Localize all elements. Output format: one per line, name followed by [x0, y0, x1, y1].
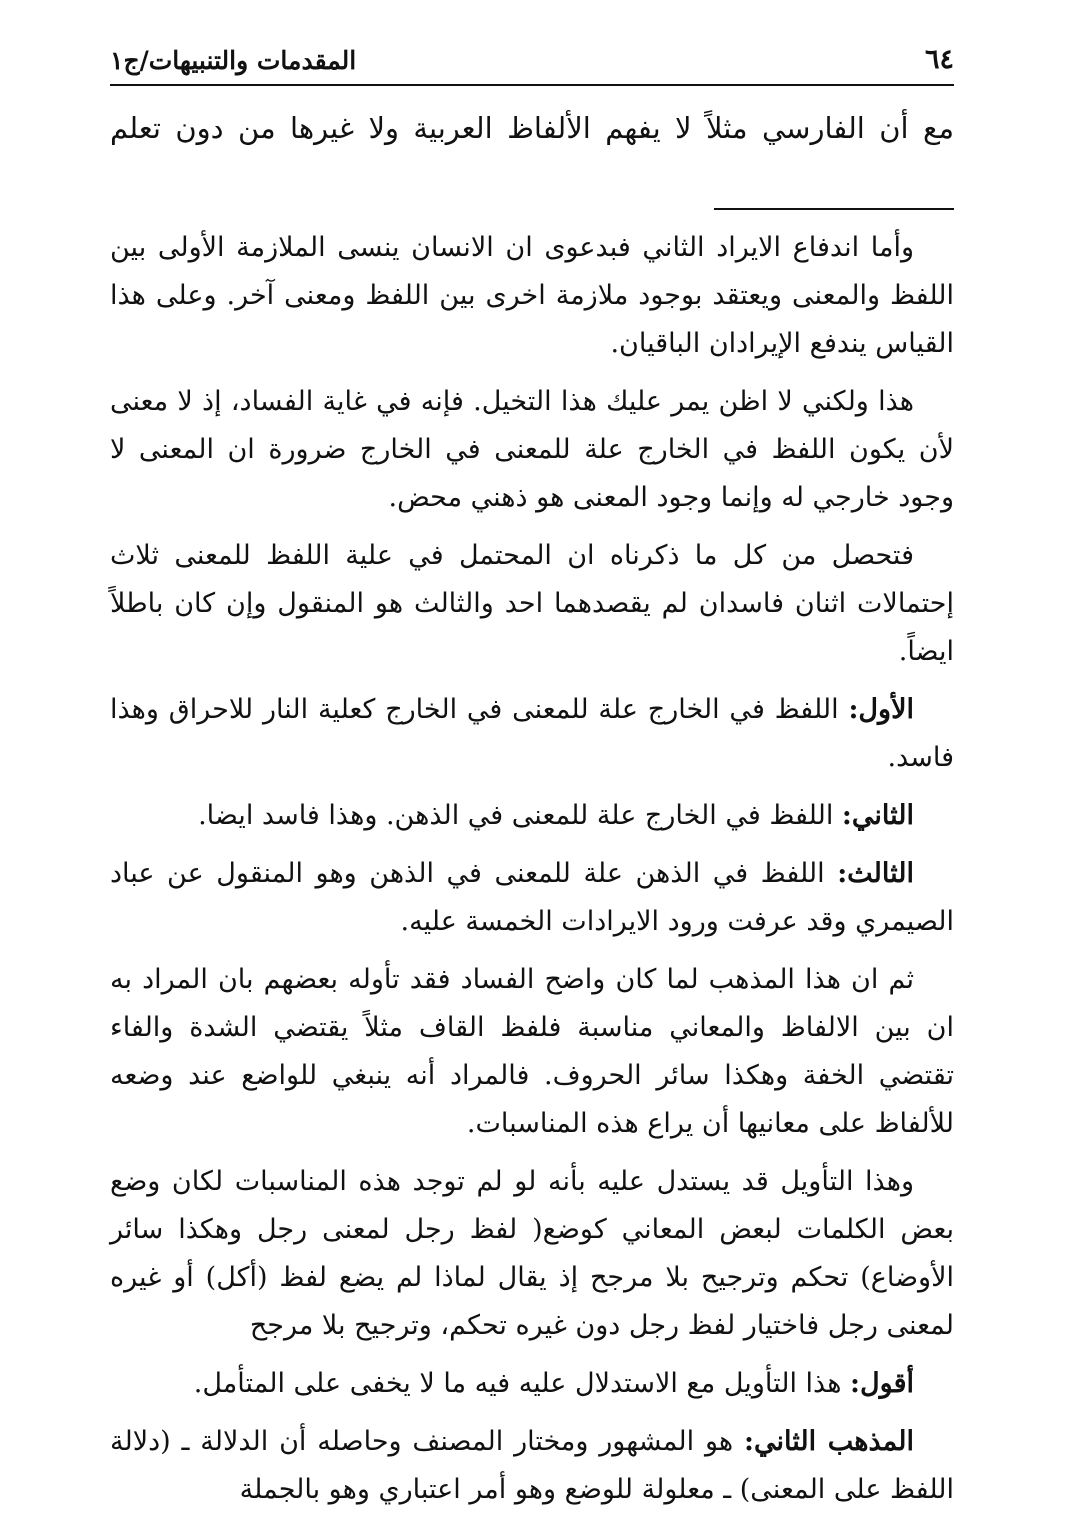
page-number: ٦٤	[924, 44, 954, 75]
main-text-line: مع أن الفارسي مثلاً لا يفهم الألفاظ العربية ولا غيرها من دون تعلم	[110, 111, 954, 145]
paragraph-label: المذهب الثاني:	[744, 1426, 915, 1457]
running-title: المقدمات والتنبيهات/ج١	[110, 46, 357, 75]
paragraph-text: وأما اندفاع الايراد الثاني فبدعوى ان الانسان ينسى الملازمة الأولى بين اللفظ والمعنى ويعتقد بوجود ملازمة اخرى بين اللفظ ومعنى آخر. وعلى هذا القياس يندفع الإيرادان الباقيان.	[110, 232, 954, 359]
footnote-paragraph	[110, 792, 954, 840]
footnote-paragraph	[110, 224, 954, 368]
paragraph-text: فتحصل من كل ما ذكرناه ان المحتمل في علية اللفظ للمعنى ثلاث إحتمالات اثنان فاسدان لم يقصدهما احد والثالث هو المنقول وإن كان باطلاً ايضاً.	[110, 540, 954, 667]
paragraph-label: الأول:	[848, 694, 914, 725]
footnote-paragraph	[110, 850, 954, 946]
page-header	[110, 40, 954, 86]
paragraph-label: الثالث:	[837, 858, 914, 889]
footnote-paragraph	[110, 1418, 954, 1514]
paragraph-label: أقول:	[850, 1368, 914, 1399]
footnote-separator	[714, 208, 954, 210]
paragraph-label: الثاني:	[841, 800, 914, 831]
paragraph-text: هذا التأويل مع الاستدلال عليه فيه ما لا يخفى على المتأمل.	[193, 1368, 851, 1399]
paragraph-text: هو المشهور ومختار المصنف وحاصله أن الدلالة ـ (دلالة اللفظ على المعنى) ـ معلولة للوضع وهو أمر اعتباري وهو بالجملة	[110, 1426, 954, 1505]
paragraph-text: وهذا التأويل قد يستدل عليه بأنه لو لم توجد هذه المناسبات لكان وضع بعض الكلمات لبعض المعاني كوضع( لفظ رجل لمعنى رجل وهكذا سائر الأوضاع) تحكم وترجيح بلا مرجح إذ يقال لماذا لم يضع لفظ (أكل) أو غيره لمعنى رجل فاختيار لفظ رجل دون غيره تحكم، وترجيح بلا مرجح	[110, 1166, 954, 1341]
footnote-paragraph	[110, 532, 954, 676]
paragraph-text: اللفظ في الذهن علة للمعنى في الذهن وهو المنقول عن عباد الصيمري وقد عرفت ورود الايرادات الخمسة عليه.	[110, 858, 954, 937]
footnotes	[110, 224, 954, 1524]
footnote-paragraph	[110, 956, 954, 1148]
paragraph-text: ثم ان هذا المذهب لما كان واضح الفساد فقد تأوله بعضهم بان المراد به ان بين الالفاظ والمعاني مناسبة فلفظ القاف مثلاً يقتضي الشدة والفاء تقتضي الخفة وهكذا سائر الحروف. فالمراد أنه ينبغي للواضع عند وضعه للألفاظ على معانيها أن يراع هذه المناسبات.	[110, 964, 954, 1139]
paragraph-text: اللفظ في الخارج علة للمعنى في الذهن. وهذا فاسد ايضا.	[198, 800, 842, 831]
paragraph-text: اللفظ في الخارج علة للمعنى في الخارج كعلية النار للاحراق وهذا فاسد.	[110, 694, 954, 773]
footnote-paragraph	[110, 686, 954, 782]
footnote-paragraph	[110, 378, 954, 522]
paragraph-text: هذا ولكني لا اظن يمر عليك هذا التخيل. فإنه في غاية الفساد، إذ لا معنى لأن يكون اللفظ في الخارج علة للمعنى في الخارج ضرورة ان المعنى لا وجود خارجي له وإنما وجود المعنى هو ذهني محض.	[110, 386, 954, 513]
footnote-paragraph	[110, 1360, 954, 1408]
footnote-paragraph	[110, 1158, 954, 1350]
